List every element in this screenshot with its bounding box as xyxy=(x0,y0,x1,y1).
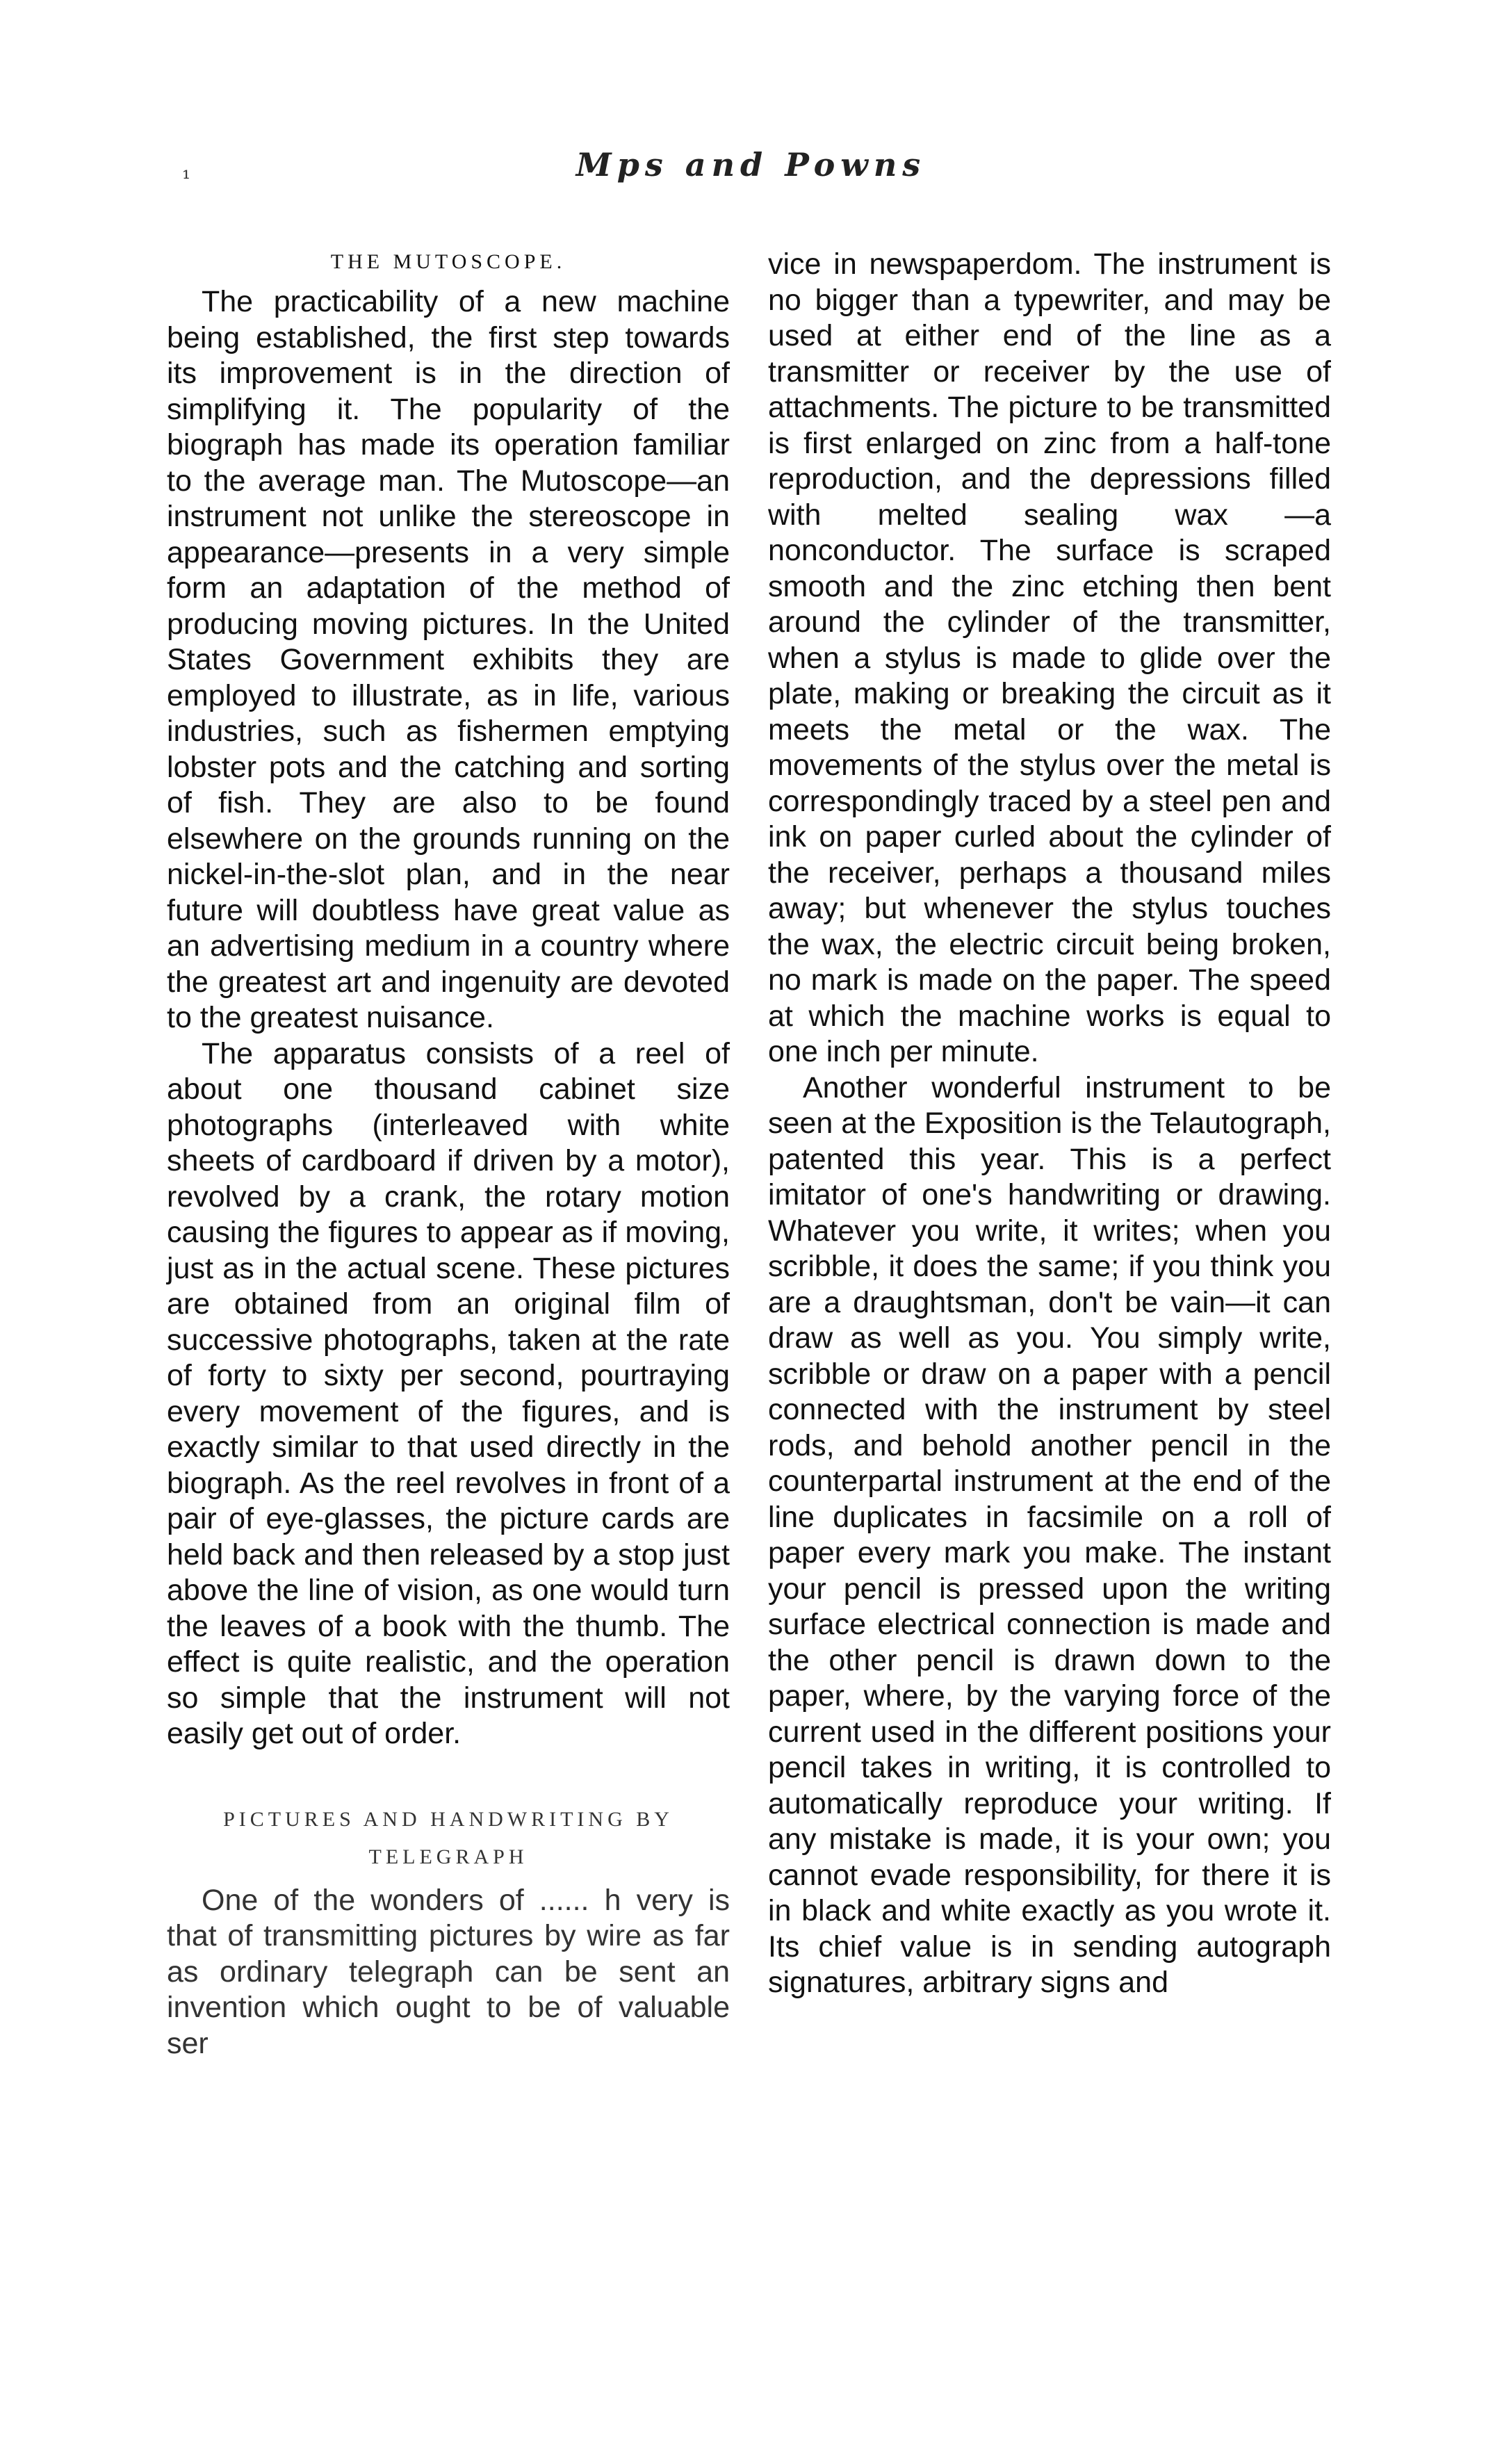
mutoscope-paragraph-1: The practicability of a new machine being established, the first step towards its improvement is in the direction of simplifying it. The popularity of the biograph has made its operation familiar to the average man. The Mutoscope—an instrument not unlike the stereoscope in appearance—presents in a very simple form an adaptation of the method of producing moving pictures. In the United States Government exhibits they are employed to illustrate, as in life, various industries, such as fishermen emptying lobster pots and the catching and sorting of fish. They are also to be found elsewhere on the grounds running on the nickel-in-the-slot plan, and in the near future will doubtless have great value as an advertising medium in a country where the greatest art and ingenuity are devoted to the greatest nuisance. xyxy=(167,285,730,1034)
right-column xyxy=(768,247,1331,2001)
telegraph-heading xyxy=(167,1801,730,1876)
mutoscope-paragraph-2: The apparatus consists of a reel of about one thousand cabinet size photographs (interleaved with white sheets of cardboard if driven by a motor), revolved by a crank, the rotary motion causing the figures to appear as if moving, just as in the actual scene. These pictures are obtained from an original film of successive photographs, taken at the rate of forty to sixty per second, pourtraying every movement of the figures, and is exactly similar to that used directly in the biograph. As the reel revolves in front of a pair of eye-glasses, the picture cards are held back and then released by a stop just above the line of vision, as one would turn the leaves of a book with the thumb. The effect is quite realistic, and the operation so simple that the instrument will not easily get out of order. xyxy=(167,1036,730,1750)
telegraph-paragraph-1-start: One of the wonders of ...... h very is that of transmitting pictures by wire as far as ordinary telegraph can be sent an invention which ought to be of valuable ser xyxy=(167,1883,730,2060)
telegraph-heading-line-2: TELEGRAPH xyxy=(368,1845,528,1868)
telegraph-heading-line-1: PICTURES AND HANDWRITING BY xyxy=(223,1807,674,1831)
page-folio: ¹ xyxy=(182,167,191,191)
left-column xyxy=(167,247,730,2062)
telautograph-paragraph: Another wonderful instrument to be seen at the Exposition is the Telautograph, patented this year. This is a perfect imitator of one's handwriting or drawing. Whatever you write, it writes; when you scribble, it does the same; if you think you are a draughtsman, don't be vain—it can draw as well as you. You simply write, scribble or draw on a paper with a pencil connected with the instrument by steel rods, and behold another pencil in the counterpartal instrument at the end of the line duplicates in facsimile on a roll of paper every mark you make. The instant your pencil is pressed upon the writing surface electrical connection is made and the other pencil is drawn down to the paper, where, by the varying force of the current used in the different positions your pencil takes in writing, it is controlled to automatically reproduce your writing. If any mistake is made, it is your own; you cannot evade responsibility, for there it is in black and white exactly as you wrote it. Its chief value is in sending autograph signatures, arbitrary signs and xyxy=(768,1070,1331,1999)
running-head: Mps and Powns xyxy=(576,146,926,183)
mutoscope-heading: THE MUTOSCOPE. xyxy=(330,250,566,273)
telegraph-paragraph-1-continued: vice in newspaperdom. The instrument is no bigger than a typewriter, and may be used at either end of the line as a transmitter or receiver by the use of attachments. The picture to be transmitted is first enlarged on zinc from a half-tone reproduction, and the depressions filled with melted sealing wax —a nonconductor. The surface is scraped smooth and the zinc etching then bent around the cylinder of the transmitter, when a stylus is made to glide over the plate, making or breaking the circuit as it meets the metal or the wax. The movements of the stylus over the metal is correspondingly traced by a steel pen and ink on paper curled about the cylinder of the receiver, perhaps a thousand miles away; but whenever the stylus touches the wax, the electric circuit being broken, no mark is made on the paper. The speed at which the machine works is equal to one inch per minute. xyxy=(768,247,1331,1068)
